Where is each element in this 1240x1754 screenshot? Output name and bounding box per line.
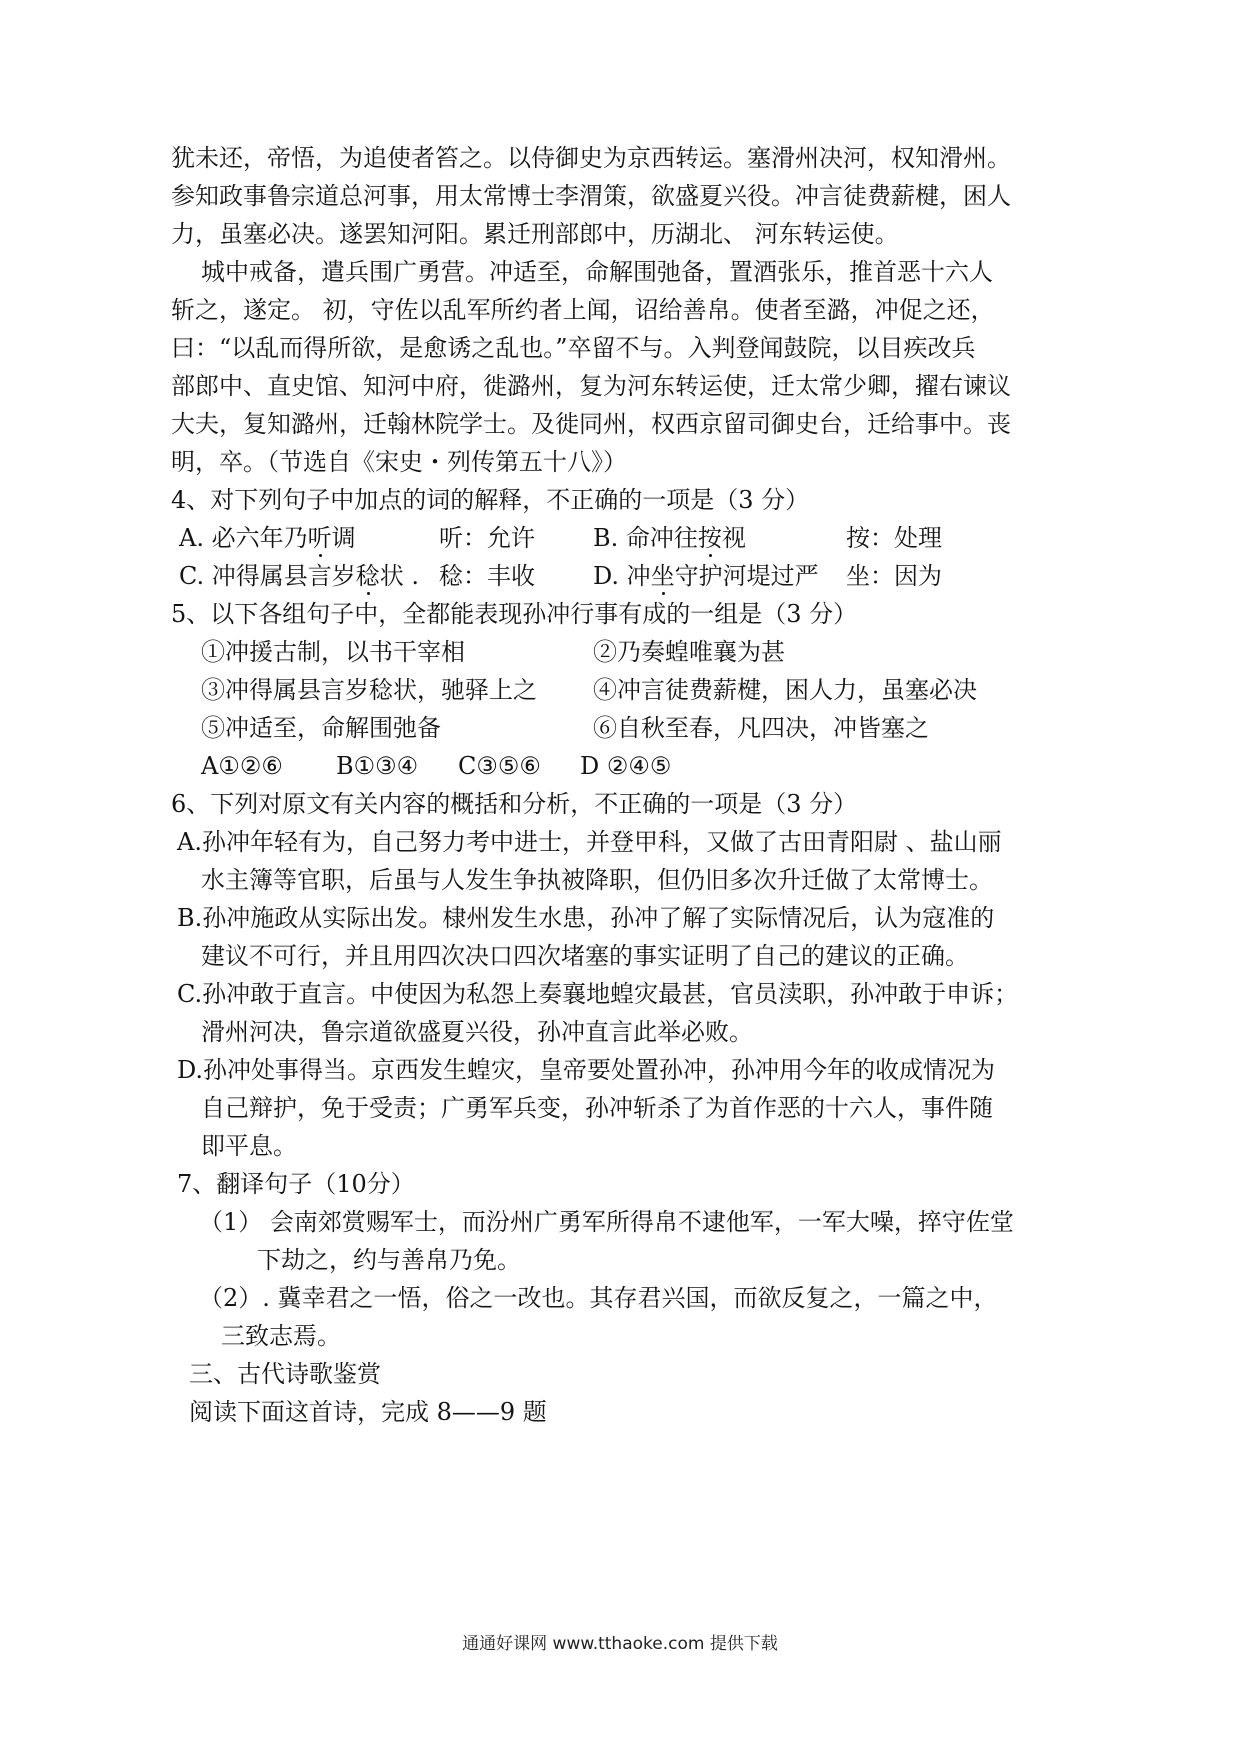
q7-sentence-1-cont: 下劫之，约与善帛乃免。 [257, 1246, 521, 1274]
passage-line: 犹未还，帝悟，为追使者笞之。以侍御史为京西转运。塞滑州决河，权知滑州。 [171, 144, 1011, 172]
q4-c-dotted-word: 稔 [355, 562, 380, 590]
passage-line: 大夫，复知潞州，迁翰林院学士。及徙同州，权西京留司御史台，迁给事中。丧 [171, 410, 1011, 438]
question-4-stem: 4、对下列句子中加点的词的解释，不正确的一项是（3 分） [171, 486, 810, 514]
q5-option-d: D ②④⑤ [580, 752, 672, 780]
q7-sentence-2-cont: 三致志焉。 [221, 1322, 341, 1350]
page-footer: 通通好课网 www.tthaoke.com 提供下载 [462, 1634, 778, 1654]
q4-a-dotted-word: 听 [307, 524, 332, 552]
q5-item: ⑥自秋至春，凡四决，冲皆塞之 [593, 714, 929, 742]
q6-option-b-cont: 建议不可行，并且用四次决口四次堵塞的事实证明了自己的建议的正确。 [201, 942, 969, 970]
question-5-stem: 5、以下各组句子中，全都能表现孙冲行事有成的一组是（3 分） [171, 600, 858, 628]
section-3-heading: 三、古代诗歌鉴赏 [189, 1360, 381, 1388]
passage-line: 力，虽塞必决。遂罢知河阳。累迁刑部郎中，历湖北、 河东转运使。 [171, 220, 899, 248]
question-6-stem: 6、下列对原文有关内容的概括和分析，不正确的一项是（3 分） [171, 790, 858, 818]
q4-b-text: B. 命冲往 [593, 524, 698, 552]
q5-item: ②乃奏蝗唯襄为甚 [593, 638, 785, 666]
q6-option-c: C.孙冲敢于直言。中使因为私怨上奏襄地蝗灾最甚，官员渎职，孙冲敢于申诉； [177, 980, 1019, 1008]
q6-option-a-cont: 水主簿等官职，后虽与人发生争执被降职，但仍旧多次升迁做了太常博士。 [201, 866, 993, 894]
q6-option-a: A.孙冲年轻有为，自己努力考中进士，并登甲科，又做了古田青阳尉 、盐山丽 [177, 828, 1002, 856]
q4-b-dotted-word: 按 [697, 524, 722, 552]
q6-option-d-cont: 即平息。 [201, 1132, 297, 1160]
q6-option-c-cont: 滑州河决，鲁宗道欲盛夏兴役，孙冲直言此举必败。 [201, 1018, 753, 1046]
q5-item: ③冲得属县言岁稔状，驰驿上之 [201, 676, 537, 704]
passage-line: 明，卒。（节选自《宋史・列传第五十八》） [171, 448, 627, 476]
q5-option-b: B①③④ [336, 752, 419, 780]
q5-option-a: A①②⑥ [201, 752, 283, 780]
question-7-stem: 7、翻译句子（10分） [177, 1170, 415, 1198]
q4-d-dotted-word: 坐 [650, 562, 675, 590]
q5-item: ①冲援古制，以书干宰相 [201, 638, 465, 666]
q4-a-text-end: 调 [331, 524, 356, 552]
q4-d-text-end: 守护河堤过严 [674, 562, 819, 590]
passage-line: 斩之，遂定。 初，守佐以乱军所约者上闻，诏给善帛。使者至潞，冲促之还， [171, 296, 995, 324]
q4-a-gloss: 听：允许 [439, 524, 535, 552]
q5-item: ④冲言徒费薪楗，困人力，虽塞必决 [593, 676, 977, 704]
q6-option-b: B.孙冲施政从实际出发。棣州发生水患，孙冲了解了实际情况后，认为寇准的 [177, 904, 995, 932]
q7-sentence-2: （2）. 冀幸君之一悟，俗之一改也。其存君兴国，而欲反复之，一篇之中， [199, 1284, 998, 1312]
q4-c-gloss: 稔：丰收 [439, 562, 535, 590]
passage-line: 曰：“以乱而得所欲，是愈诱之乱也。”卒留不与。入判登闻鼓院，以目疾改兵 [171, 334, 976, 362]
q4-b-text-end: 视 [721, 524, 746, 552]
q4-option-a [179, 523, 356, 553]
q7-sentence-1: （1） 会南郊赏赐军士，而汾州广勇军所得帛不逮他军，一军大噪，捽守佐堂 [199, 1208, 1014, 1236]
q4-d-gloss: 坐：因为 [846, 562, 942, 590]
passage-line: 参知政事鲁宗道总河事，用太常博士李渭策，欲盛夏兴役。冲言徒费薪楗，困人 [171, 182, 1011, 210]
q4-option-b [593, 523, 746, 553]
q6-option-d: D.孙冲处事得当。京西发生蝗灾，皇帝要处置孙冲，孙冲用今年的收成情况为 [177, 1056, 996, 1084]
passage-line: 部郎中、直史馆、知河中府，徙潞州，复为河东转运使，迁太常少卿，擢右谏议 [171, 372, 1011, 400]
q4-b-gloss: 按：处理 [846, 524, 942, 552]
q5-option-c: C③⑤⑥ [458, 752, 541, 780]
q4-d-text: D. 冲 [593, 562, 651, 590]
q4-a-text: A. 必六年乃 [179, 524, 308, 552]
q4-c-text-end: 状 . [379, 562, 420, 590]
section-3-instruction: 阅读下面这首诗，完成 8——9 题 [189, 1398, 547, 1426]
q6-option-d-cont: 自己辩护，免于受责；广勇军兵变，孙冲斩杀了为首作恶的十六人，事件随 [201, 1094, 993, 1122]
q4-c-text: C. 冲得属县言岁 [179, 562, 356, 590]
q4-option-d [593, 561, 819, 591]
q4-option-c [179, 561, 419, 591]
passage-line: 城中戒备，遣兵围广勇营。冲适至，命解围弛备，置酒张乐，推首恶十六人 [201, 258, 993, 286]
q5-item: ⑤冲适至，命解围弛备 [201, 714, 441, 742]
